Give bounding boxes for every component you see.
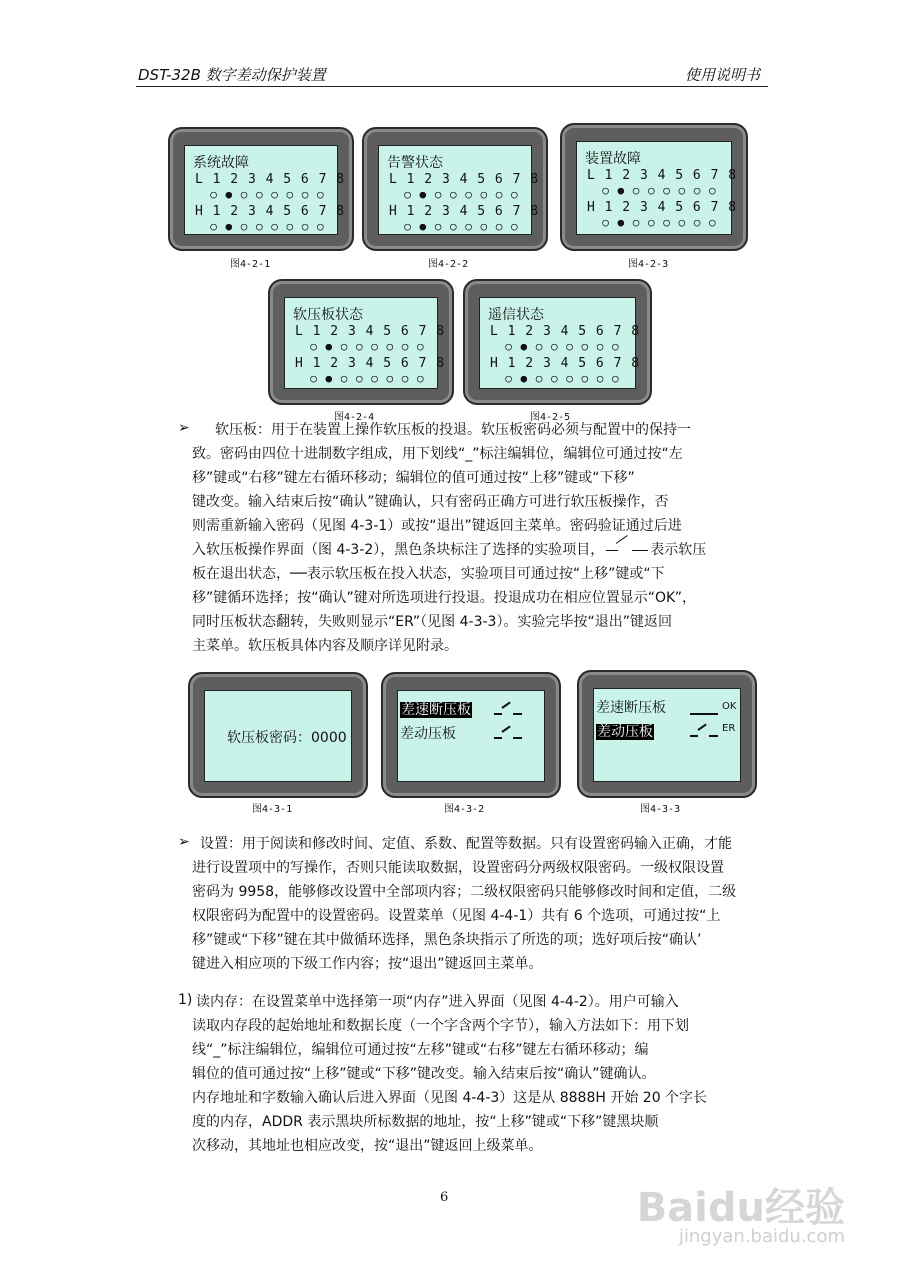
menu-item-selected [596,721,654,741]
figure-caption: 图4-3-1 [252,804,293,815]
paragraph-settings-body [192,856,772,976]
bullet-marker: ➢ [178,834,190,850]
lcd-screen-softplate-status [268,279,454,405]
text-line: 辑位的值可通过按“上移”键或“下移”键改变。输入结束后按“确认”键确认。 [192,1066,656,1082]
figure-caption: 图4-3-2 [444,804,485,815]
text-line: 软压板：用于在装置上操作软压板的投退。软压板密码必须与配置中的保持一 [215,422,691,438]
text-line-part: 表示软压 [650,542,707,558]
text-line: 次移动，其地址也相应改变，按“退出”键返回上级菜单。 [192,1138,543,1154]
text-line: 内存地址和字数输入确认后进入界面（见图 4-4-3）这是从 8888H 开始 20 个字长 [192,1090,708,1106]
lcd-dots-l: ○ ● ○ ○ ○ ○ ○ ○ [490,340,620,353]
lcd-screen-alarm-status [362,127,548,251]
bullet-marker: ➢ [178,420,190,436]
switch-open-symbol-end [513,713,522,715]
switch-open-symbol-end [513,737,522,739]
text-line-part: 入软压板操作界面（图 4-3-2），黑色条块标注了选择的实验项目， [192,542,605,558]
text-line: 线“_”标注编辑位，编辑位可通过按“左移”键或“右移”键左右循环移动；编 [192,1042,649,1058]
lcd-title: 告警状态 [387,155,443,171]
text-line: 移”键或“右移”键左右循环移动；编辑位的值可通过按“上移”键或“下移” [192,470,635,486]
paragraph-read-memory [196,990,776,1014]
lcd-row-l: L 1 2 3 4 5 6 7 8 [295,324,446,339]
text-line: 设置：用于阅读和修改时间、定值、系数、配置等数据。只有设置密码输入正确，才能 [200,836,732,852]
lcd-screen-softplate-result [577,670,757,798]
switch-open-symbol [604,542,650,554]
document-header-subtitle: 使用说明书 [684,66,760,84]
list-number: 1) [178,992,193,1008]
switch-open-symbol-end [709,735,718,737]
lcd-dots-l: ○ ● ○ ○ ○ ○ ○ ○ [195,188,325,201]
text-line: 同时压板状态翻转，失败则显示“ER”（见图 4-3-3）。实验完毕按“退出”键返回 [192,614,672,630]
lcd-dots-l: ○ ● ○ ○ ○ ○ ○ ○ [295,340,425,353]
paragraph-read-memory-body [192,1014,772,1158]
lcd-row-h: H 1 2 3 4 5 6 7 8 [587,200,738,215]
figure-caption: 图4-2-3 [628,259,669,270]
lcd-dots-h: ○ ● ○ ○ ○ ○ ○ ○ [587,216,717,229]
switch-closed-symbol [690,713,718,715]
lcd-dots-h: ○ ● ○ ○ ○ ○ ○ ○ [389,220,519,233]
watermark-logo: Baidu经验 [636,1185,845,1231]
text-line: 致。密码由四位十进制数字组成，用下划线“_”标注编辑位，编辑位可通过按“左 [192,446,683,462]
lcd-row-h: H 1 2 3 4 5 6 7 8 [490,356,641,371]
lcd-row-h: H 1 2 3 4 5 6 7 8 [195,204,346,219]
header-rule [136,86,768,87]
result-er: ER [722,723,736,734]
switch-open-symbol [690,735,698,737]
menu-item-label: 差速断压板 [401,702,471,718]
lcd-row-h: H 1 2 3 4 5 6 7 8 [295,356,446,371]
lcd-row-l: L 1 2 3 4 5 6 7 8 [587,168,738,183]
lcd-dots-l: ○ ● ○ ○ ○ ○ ○ ○ [389,188,519,201]
switch-open-symbol [494,737,502,739]
lcd-row-l: L 1 2 3 4 5 6 7 8 [389,172,540,187]
lcd-row-l: L 1 2 3 4 5 6 7 8 [195,172,346,187]
lcd-dots-h: ○ ● ○ ○ ○ ○ ○ ○ [195,220,325,233]
lcd-title: 装置故障 [585,151,641,167]
lcd-title: 遥信状态 [488,307,544,323]
menu-item: 差动压板 [400,726,456,742]
menu-item-label: 差动压板 [597,724,653,740]
lcd-title: 系统故障 [193,155,249,171]
lcd-title: 软压板状态 [293,307,363,323]
text-line: 则需重新输入密码（见图 4-3-1）或按“退出”键返回主菜单。密码验证通过后进 [192,518,682,534]
result-ok: OK [722,701,737,712]
lcd-dots-h: ○ ● ○ ○ ○ ○ ○ ○ [490,372,620,385]
lcd-screen-system-fault [168,127,354,251]
watermark-url: jingyan.baidu.com [678,1226,845,1247]
document-header-title: DST-32B 数字差动保护装置 [138,66,326,84]
text-line: 移”键或“下移”键在其中做循环选择，黑色条块指示了所选的项；选好项后按“确认’ [192,932,702,948]
text-line: 读取内存段的起始地址和数据长度（一个字含两个字节），输入方法如下：用下划 [192,1018,689,1034]
text-line: 进行设置项中的写操作，否则只能读取数据，设置密码分两级权限密码。一级权限设置 [192,860,724,876]
text-line: 密码为 9958，能够修改设置中全部项内容；二级权限密码只能够修改时间和定值，二级 [192,884,737,900]
switch-open-symbol-blade [501,701,510,708]
figure-caption: 图4-2-1 [230,259,271,270]
text-line: 板在退出状态，──表示软压板在投入状态，实验项目可通过按“上移”键或“下 [192,566,665,582]
text-line: 移”键循环选择；按“确认”键对所选项进行投退。投退成功在相应位置显示“OK”， [192,590,697,606]
paragraph-settings [200,832,772,856]
lcd-dots-l: ○ ● ○ ○ ○ ○ ○ ○ [587,184,717,197]
text-line: 读内存：在设置菜单中选择第一项“内存”进入界面（见图 4-4-2）。用户可输入 [196,994,679,1010]
menu-item: 差速断压板 [596,700,666,716]
figure-caption: 图4-2-4 [334,412,375,423]
figure-caption: 图4-3-3 [640,804,681,815]
text-line: 主菜单。软压板具体内容及顺序详见附录。 [192,638,458,654]
paragraph-softplate [215,418,775,442]
password-label: 软压板密码：0000 [227,730,347,746]
paragraph-softplate-body [192,442,772,658]
menu-item-selected [400,699,472,719]
lcd-dots-h: ○ ● ○ ○ ○ ○ ○ ○ [295,372,425,385]
switch-open-symbol-blade [501,725,510,732]
lcd-screen-remote-signal [463,279,652,405]
text-line [192,538,772,562]
switch-open-symbol-blade [697,723,706,730]
text-line: 键进入相应项的下级工作内容；按“退出”键返回主菜单。 [192,956,543,972]
lcd-screen-password [188,672,368,798]
lcd-row-h: H 1 2 3 4 5 6 7 8 [389,204,540,219]
page-number: 6 [440,1190,449,1205]
text-line: 键改变。输入结束后按“确认”键确认，只有密码正确方可进行软压板操作，否 [192,494,669,510]
figure-caption: 图4-2-2 [428,259,469,270]
switch-open-symbol [494,713,502,715]
figure-caption: 图4-2-5 [530,412,571,423]
lcd-screen-softplate-select [381,672,561,798]
text-line: 权限密码为配置中的设置密码。设置菜单（见图 4-4-1）共有 6 个选项，可通过按“上 [192,908,721,924]
lcd-screen-device-fault [560,123,748,251]
lcd-row-l: L 1 2 3 4 5 6 7 8 [490,324,641,339]
text-line: 度的内存，ADDR 表示黑块所标数据的地址，按“上移”键或“下移”键黑块顺 [192,1114,659,1130]
